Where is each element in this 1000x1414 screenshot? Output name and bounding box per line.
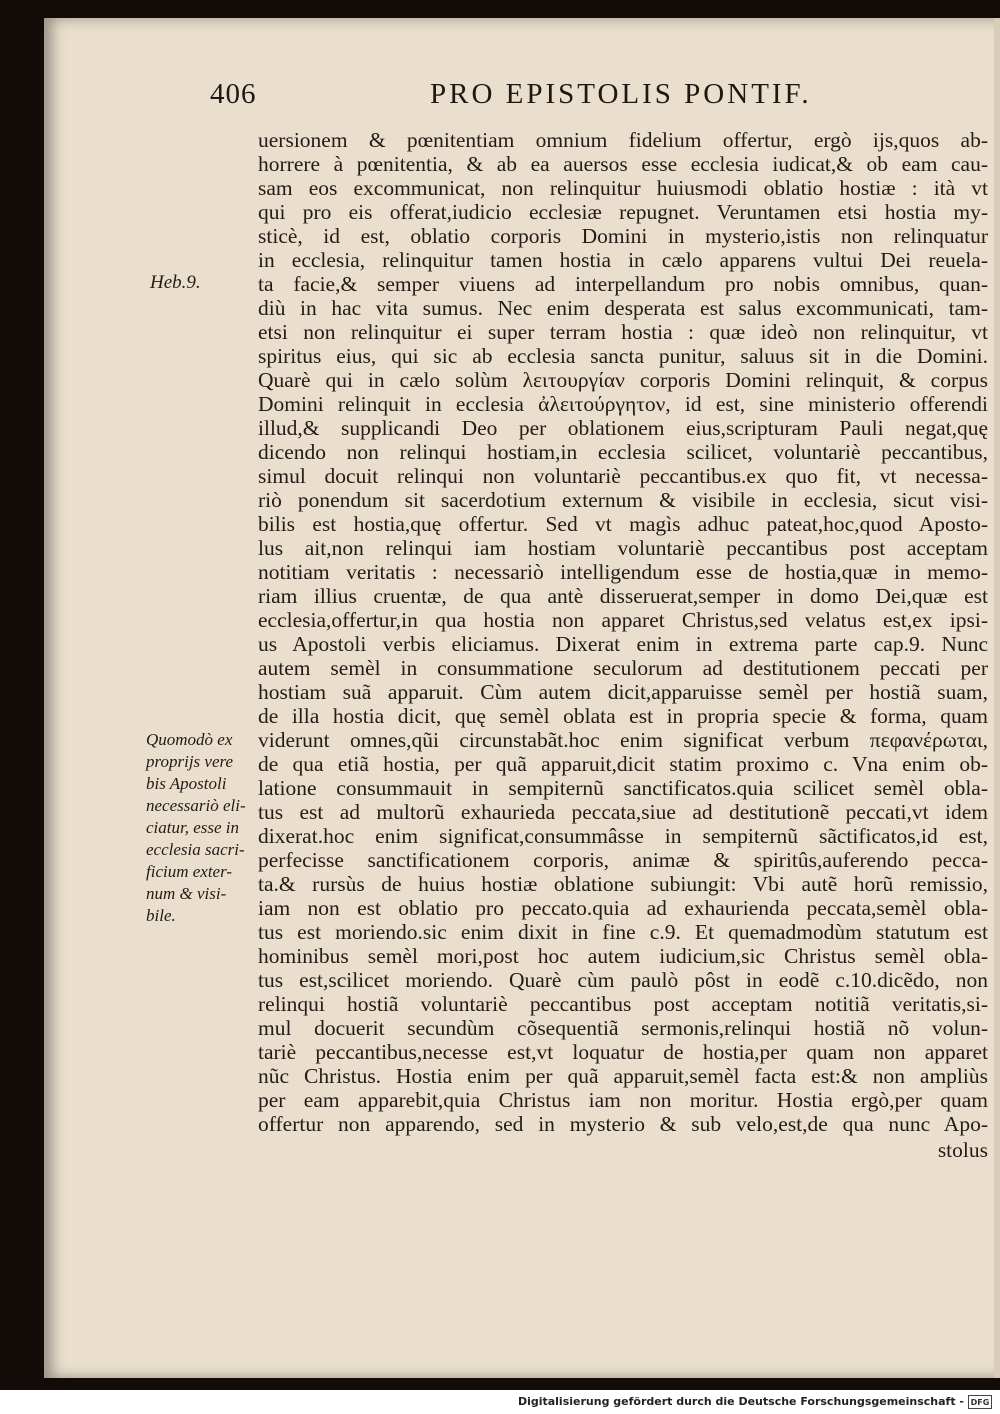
text-line: tariè peccantibus,necesse est,vt loquatur de hostia,per quam non apparet xyxy=(258,1040,988,1064)
text-line: notitiam veritatis : necessariò intelligendum esse de hostia,quæ in memo- xyxy=(258,560,988,584)
text-line: etsi non relinquitur ei super terram hostia : quæ ideò non relinquitur, vt xyxy=(258,320,988,344)
dfg-logo[interactable]: DFG xyxy=(968,1395,992,1409)
margin-note-line: necessariò eli- xyxy=(146,796,246,815)
text-line: tus est ad multorũ exhaurieda peccata,siue ad destitutionẽ peccati,vt idem xyxy=(258,800,988,824)
text-line: Domini relinquit in ecclesia ἀλειτούργητον, id est, sine ministerio offerendi xyxy=(258,392,988,416)
margin-note-line: ficium exter- xyxy=(146,862,233,881)
margin-note-line: num & visi- xyxy=(146,884,227,903)
text-line: iam non est oblatio pro peccato.quia ad exhaurienda peccata,semèl obla- xyxy=(258,896,988,920)
margin-reference: Heb.9. xyxy=(150,272,201,293)
text-line: relinqui hostiã voluntariè peccantibus post acceptam notitiã veritatis,si- xyxy=(258,992,988,1016)
text-line: qui pro eis offerat,iudicio ecclesiæ repugnet. Veruntamen etsi hostia my- xyxy=(258,200,988,224)
text-line: perfecisse sanctificationem corporis, animæ & spiritûs,auferendo pecca- xyxy=(258,848,988,872)
text-line: viderunt omnes,qũi circunstabãt.hoc enim significat verbum πεφανέρωται, xyxy=(258,728,988,752)
text-line: mul docuerit secundùm cõsequentiã sermonis,relinqui hostiã nõ volun- xyxy=(258,1016,988,1040)
text-line: dicendo non relinqui hostiam,in ecclesia scilicet, voluntariè peccantibus, xyxy=(258,440,988,464)
text-line: de illa hostia dicit, quę semèl oblata est in propria specie & forma, quam xyxy=(258,704,988,728)
footer-bar xyxy=(0,1390,1000,1414)
text-line: uersionem & pœnitentiam omnium fidelium offertur, ergò ijs,quos ab- xyxy=(258,128,988,152)
text-line: ta.& rursùs de huius hostiæ oblatione subiungit: Vbi autẽ horũ remissio, xyxy=(258,872,988,896)
text-line: hostiam suã apparuit. Cùm autem dicit,apparuisse semèl per hostiã suam, xyxy=(258,680,988,704)
text-line: us Apostoli verbis eliciamus. Dixerat enim in extrema parte cap.9. Nunc xyxy=(258,632,988,656)
text-line: simul docuit relinqui non voluntariè peccantibus.ex quo fit, vt necessa- xyxy=(258,464,988,488)
text-line: offertur non apparendo, sed in mysterio & sub velo,est,de qua nunc Apo- xyxy=(258,1112,988,1136)
text-line: tus est,scilicet moriendo. Quarè cùm paulò pôst in eodẽ c.10.dicẽdo, non xyxy=(258,968,988,992)
page-edge xyxy=(994,18,1000,1378)
text-line: per eam apparebit,quia Christus iam non moritur. Hostia ergò,per quam xyxy=(258,1088,988,1112)
margin-note-line: ecclesia sacri- xyxy=(146,840,245,859)
running-head: PRO EPISTOLIS PONTIF. xyxy=(430,78,812,110)
text-line: ta facie,& semper viuens ad interpellandum pro nobis omnibus, quan- xyxy=(258,272,988,296)
page-number: 406 xyxy=(210,78,257,110)
text-line: sam eos excommunicat, non relinquitur huiusmodi oblatio hostiæ : ità vt xyxy=(258,176,988,200)
text-line: diù in hac vita sumus. Nec enim desperata est salus excommunicati, tam- xyxy=(258,296,988,320)
text-line: bilis est hostia,quę offertur. Sed vt magìs adhuc pateat,hoc,quod Aposto- xyxy=(258,512,988,536)
margin-note-line: proprijs vere xyxy=(146,752,234,771)
margin-note-line: Quomodò ex xyxy=(146,730,233,749)
text-line: autem semèl in consummatione seculorum ad destitutionem peccati per xyxy=(258,656,988,680)
text-line: de qua etiã hostia, per quã apparuit,dicit statim proximo c. Vna enim ob- xyxy=(258,752,988,776)
margin-note-line: bis Apostoli xyxy=(146,774,227,793)
text-line: hominibus semèl mori,post hoc autem iudicium,sic Christus semèl obla- xyxy=(258,944,988,968)
footer-credit: Digitalisierung gefördert durch die Deutsche Forschungsgemeinschaft - xyxy=(517,1395,964,1408)
text-line: Quarè qui in cælo solùm λειτουργίαν corporis Domini relinquit, & corpus xyxy=(258,368,988,392)
text-line: sticè, id est, oblatio corporis Domini in mysterio,istis non relinquatur xyxy=(258,224,988,248)
text-line: tus est moriendo.sic enim dixit in fine c.9. Et quemadmodùm statutum est xyxy=(258,920,988,944)
text-line: riò ponendum sit sacerdotium externum & visibile in ecclesia, sicut visi- xyxy=(258,488,988,512)
text-line: in ecclesia, relinquitur tamen hostia in cælo apparens vultui Dei reuela- xyxy=(258,248,988,272)
text-line: nũc Christus. Hostia enim per quã apparuit,semèl facta est:& non ampliùs xyxy=(258,1064,988,1088)
text-line: spiritus eius, qui sic ab ecclesia sancta punitur, saluus sit in die Domini. xyxy=(258,344,988,368)
catchword: stolus xyxy=(937,1138,988,1162)
text-line: riam illius cruentæ, de qua antè disseruerat,semper in domo Dei,quæ est xyxy=(258,584,988,608)
margin-note-line: bile. xyxy=(146,906,176,925)
text-line: illud,& supplicandi Deo per oblationem eius,scripturam Pauli negat,quę xyxy=(258,416,988,440)
text-line: latione consummauit in sempiternũ sanctificatos.quia scilicet semèl obla- xyxy=(258,776,988,800)
text-line: dixerat.hoc enim significat,consummâsse in sempiternũ sãctificatos,id est, xyxy=(258,824,988,848)
text-line: horrere à pœnitentia, & ab ea auersos esse ecclesia iudicat,& ob eam cau- xyxy=(258,152,988,176)
margin-note-line: ciatur, esse in xyxy=(146,818,240,837)
text-line: lus ait,non relinqui iam hostiam voluntariè peccantibus post acceptam xyxy=(258,536,988,560)
text-line: ecclesia,offertur,in qua hostia non apparet Christus,sed velatus est,ex ipsi- xyxy=(258,608,988,632)
